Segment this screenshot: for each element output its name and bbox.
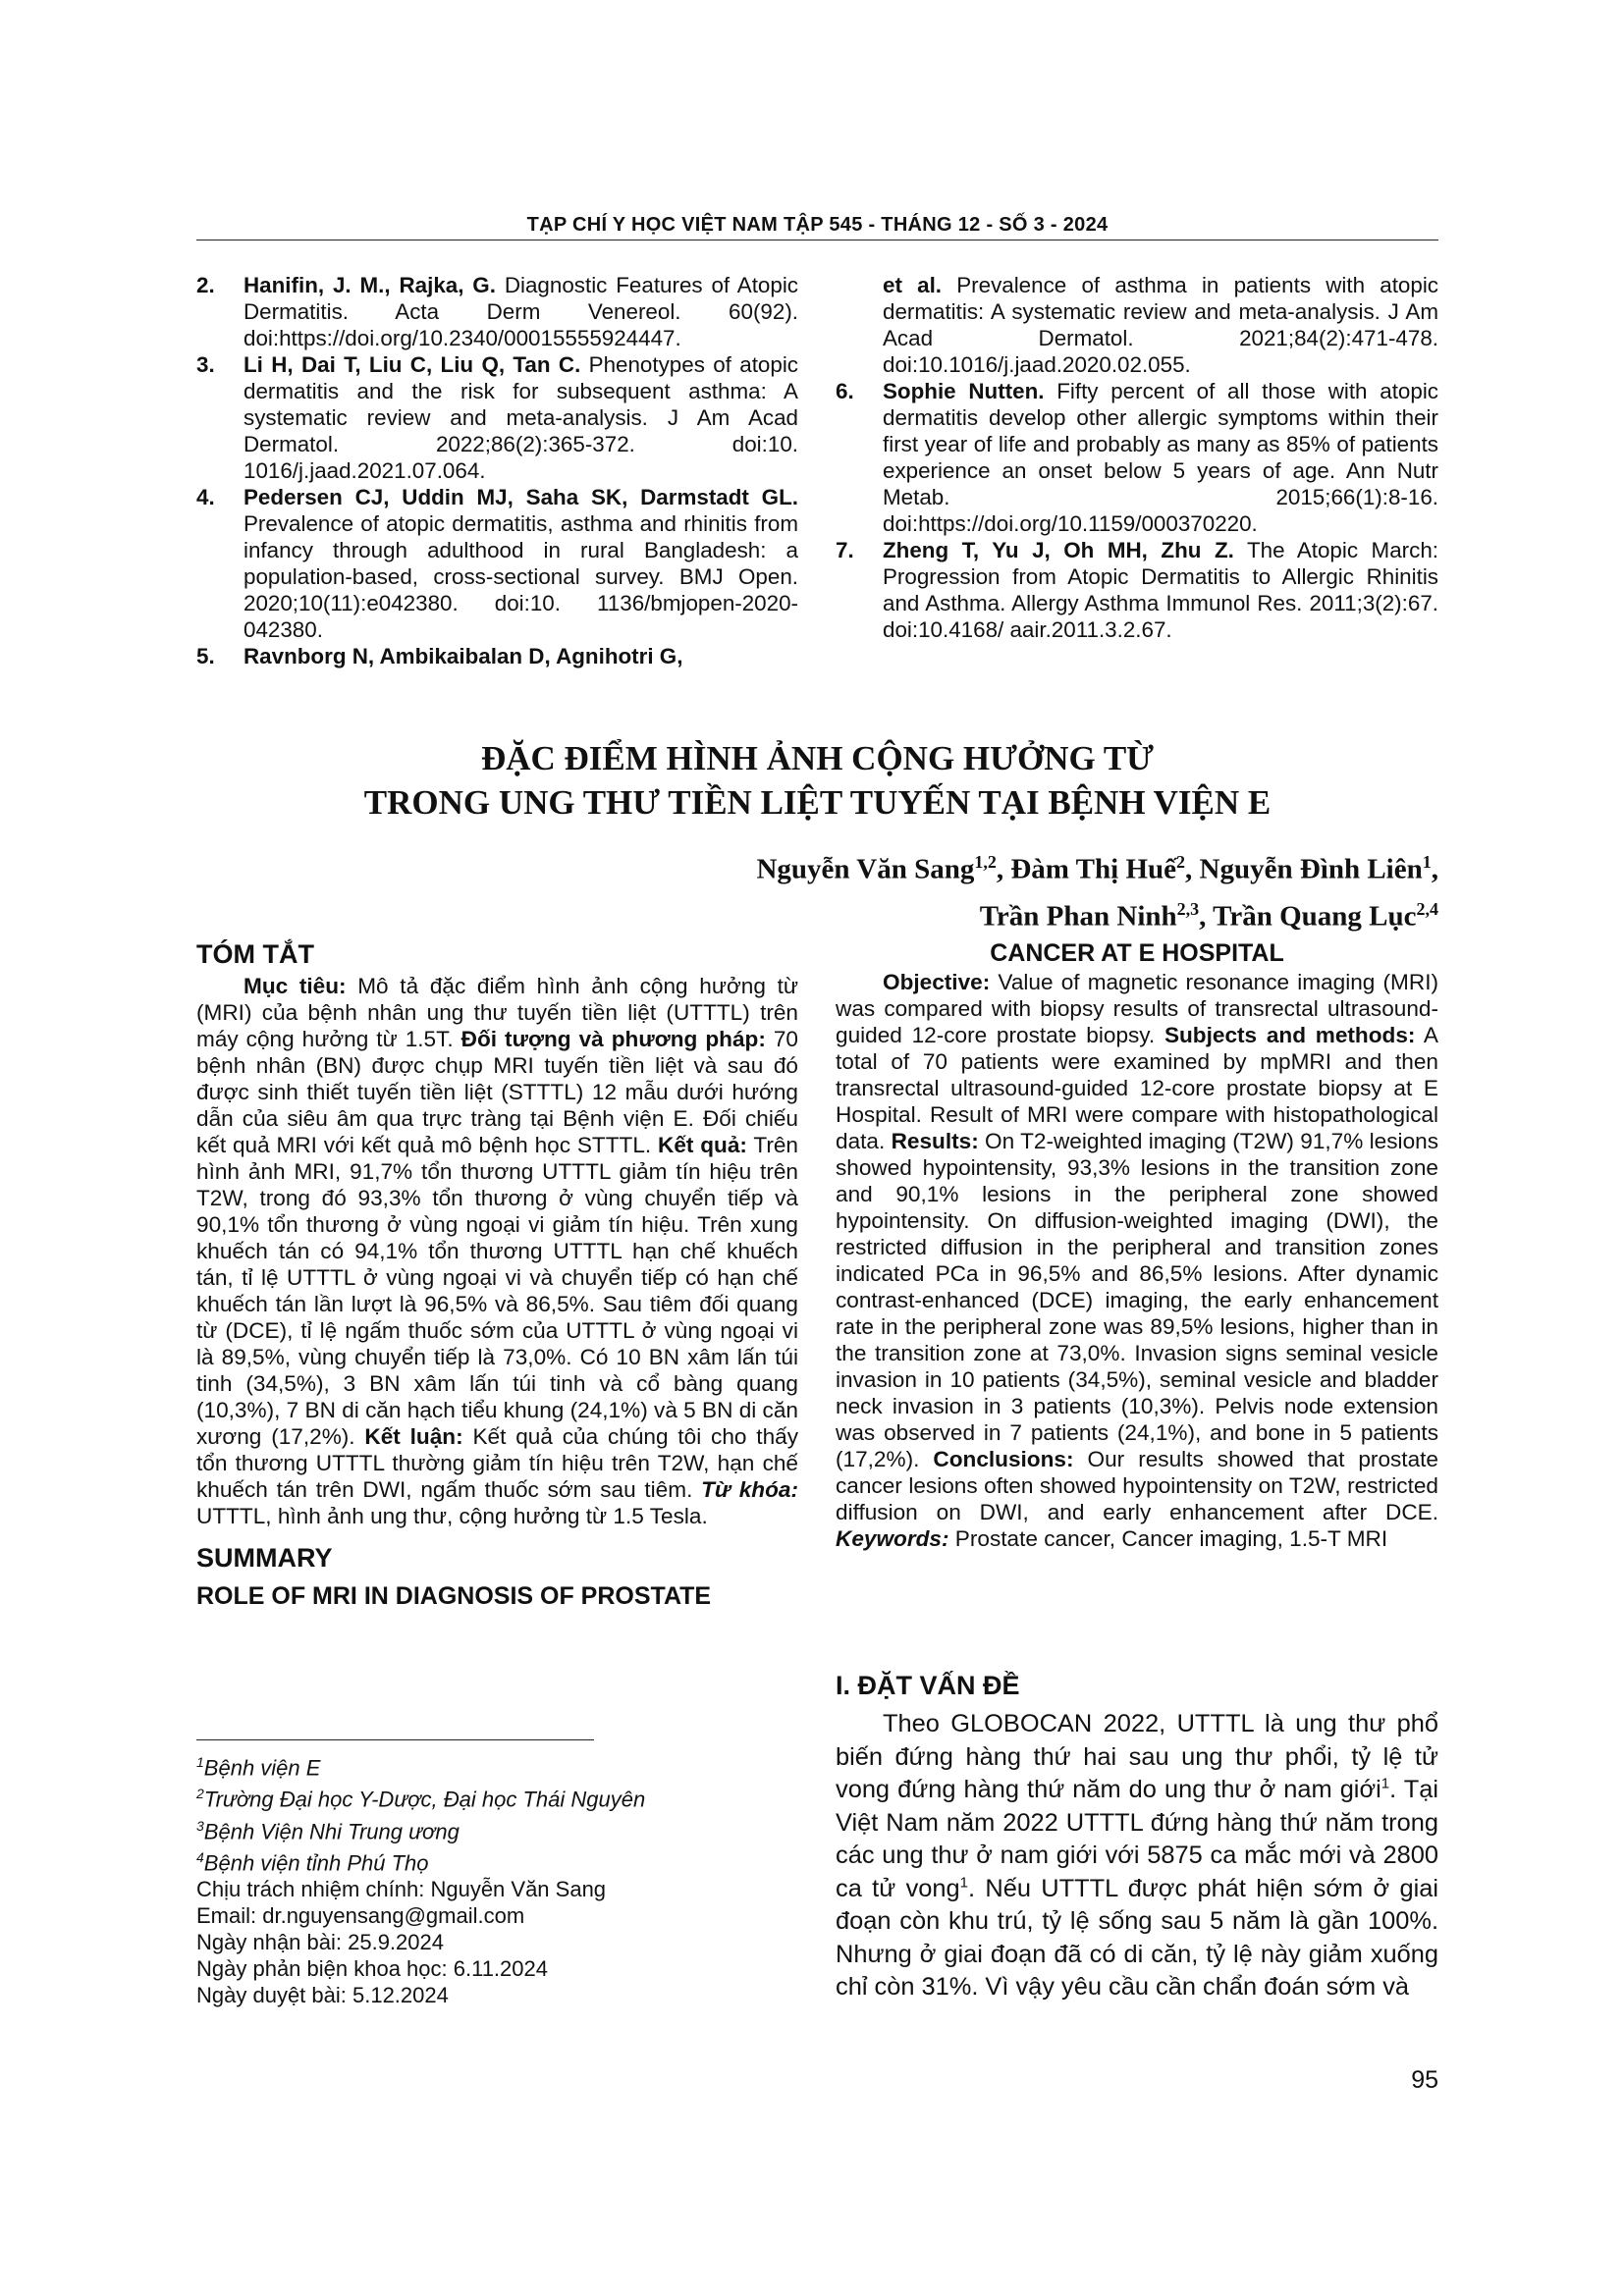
reference-2 (196, 272, 798, 351)
reference-5-continued (836, 272, 1438, 378)
summary-text-part: Our results showed that prostate cancer lesions often showed hypointensity on T2W, restricted diffusion on DWI, and early enhancement after DCE. (836, 1447, 1438, 1524)
corresponding-email: Email: dr.nguyensang@gmail.com (196, 1903, 525, 1929)
author-affiliation: 1 (1422, 852, 1432, 872)
citation-marker: 1 (1380, 1775, 1390, 1792)
abstract-label: Kết luận: (364, 1424, 463, 1449)
reference-number: 4. (196, 485, 215, 509)
abstract-label: Đối tượng và phương pháp: (460, 1027, 766, 1051)
section-1 (836, 1669, 1438, 2004)
affiliation-number: 4 (196, 1848, 204, 1865)
article-title-line-1: ĐẶC ĐIỂM HÌNH ẢNH CỘNG HƯỞNG TỪ (480, 739, 1155, 777)
section-1-text: . Tại Việt Nam năm 2022 UTTTL đứng hàng thứ năm trong các ung thư ở nam giới với 5875 ca mắc mới và 2800 ca tử vong (836, 1776, 1439, 1902)
page-number: 95 (1411, 2066, 1438, 2094)
abstract-text: 70 bệnh nhân (BN) được chụp MRI tuyến tiền liệt và sau đó được sinh thiết tuyến tiền liệt (STTTL) 12 mẫu dưới hướng dẫn của siêu âm qua trực tràng tại Bệnh viện E. Đối chiếu kết quả MRI với kết quả mô bệnh học STTTL. (196, 1027, 798, 1157)
author-name: Đàm Thị Huế (1010, 853, 1177, 885)
reference-number: 2. (196, 273, 215, 297)
reference-text: Prevalence of asthma in patients with atopic dermatitis: A systematic review and meta-analysis. J Am Acad Dermatol. 2021;84(2):471-478. doi:10.1016/j.jaad.2020.02.055. (883, 273, 1438, 377)
reference-authors: Sophie Nutten. (883, 379, 1045, 403)
summary-label: Subjects and methods: (1164, 1023, 1416, 1047)
summary-text-part: Value of magnetic resonance imaging (MRI) was compared with biopsy results of transrectal ultrasound-guided 12-core prostate biopsy. (836, 970, 1438, 1047)
affiliation-number: 1 (196, 1754, 204, 1770)
affiliation-name: Bệnh viện E (203, 1755, 321, 1781)
reference-authors: Ravnborg N, Ambikaibalan D, Agnihotri G, (244, 644, 683, 668)
abstract-text: Kết quả của chúng tôi cho thấy tổn thương UTTTL thường giảm tín hiệu trên T2W, hạn chế khuếch tán trên DWI, ngấm thuốc sớm sau tiêm. (196, 1424, 798, 1502)
summary-keywords-label: Keywords: (836, 1526, 949, 1551)
summary-label: Objective: (883, 970, 991, 994)
affiliation-number: 3 (196, 1817, 204, 1834)
reference-6 (836, 378, 1438, 537)
summary-heading: SUMMARY (196, 1543, 333, 1573)
author-separator: , (1199, 900, 1214, 933)
author-affiliation: 2,4 (1416, 898, 1438, 919)
summary-text-part: On T2-weighted imaging (T2W) 91,7% lesions showed hypointensity, 93,3% lesions in the transition zone and 90,1% lesions in the peripheral zone showed hypointensity. On diffusion-weighted imaging (DWI), the restricted diffusion in the peripheral and transition zones indicated PCa in 96,5% and 86,5% lesions. After dynamic contrast-enhanced (DCE) imaging, the early enhancement rate in the peripheral zone was 89,5% lesions, higher than in the transition zone at 73,0%. Invasion signs seminal vesicle invasion in 10 patients (34,5%), seminal vesicle and bladder neck invasion in 3 patients (10,3%). Pelvis node extension was observed in 7 patients (24,1%), and bone in 5 patients (17,2%). (836, 1129, 1438, 1471)
author-separator: , (1431, 853, 1438, 885)
reference-number: 3. (196, 352, 215, 377)
author-affiliation: 1,2 (974, 852, 997, 872)
article-title (196, 736, 1438, 825)
summary-text-part: A total of 70 patients were examined by mpMRI and then transrectal ultrasound-guided 12-core prostate biopsy at E Hospital. Result of MRI were compare with histopathological data. (836, 1023, 1438, 1153)
author-affiliation: 2 (1176, 852, 1186, 872)
abstract-keywords-label: Từ khóa: (701, 1477, 798, 1502)
affiliation-name: Bệnh viện tỉnh Phú Thọ (203, 1850, 429, 1876)
references-right (836, 272, 1438, 643)
summary-title-part-1: ROLE OF MRI IN DIAGNOSIS OF PROSTATE (196, 1582, 712, 1610)
reference-text: Fifty percent of all those with atopic dermatitis develop other allergic symptoms within their first year of life and probably as many as 85% of patients experience an onset below 5 years of age. Ann Nutr Metab. 2015;66(1):8-16. doi:https://doi.org/10.1159/000370220. (883, 379, 1438, 536)
summary-column-right (836, 937, 1438, 1552)
abstract-label: Mục tiêu: (244, 974, 347, 998)
footnotes (196, 1749, 785, 2008)
footnote-rule (196, 1739, 594, 1740)
author-separator: , (996, 853, 1011, 885)
abstract-keywords: UTTTL, hình ảnh ung thư, cộng hưởng từ 1.5 Tesla. (196, 1504, 708, 1528)
article-authors (756, 842, 1438, 935)
summary-keywords: Prostate cancer, Cancer imaging, 1.5-T MRI (948, 1526, 1388, 1551)
reference-authors: Li H, Dai T, Liu C, Liu Q, Tan C. (244, 352, 581, 377)
reference-number: 7. (836, 538, 854, 562)
affiliation-4 (196, 1844, 785, 1876)
summary-label: Results: (891, 1129, 979, 1153)
abstract-text: Mô tả đặc điểm hình ảnh cộng hưởng từ (MRI) của bệnh nhân ung thư tuyến tiền liệt (UTTTL) trên máy cộng hưởng từ 1.5T. (196, 974, 798, 1051)
reference-number: 5. (196, 644, 215, 668)
reference-number: 6. (836, 379, 854, 403)
affiliation-2 (196, 1781, 785, 1812)
reference-3 (196, 351, 798, 484)
author-name: Trần Quang Lục (1213, 900, 1417, 933)
abstract-text: Trên hình ảnh MRI, 91,7% tổn thương UTTTL giảm tín hiệu trên T2W, trong đó 93,3% tổn thương ở vùng chuyển tiếp và 90,1% tổn thương ở vùng ngoại vi giảm tín hiệu. Trên xung khuếch tán có 94,1% tổn thương UTTTL hạn chế khuếch tán, tỉ lệ UTTTL ở vùng ngoại vi và chuyển tiếp có hạn chế khuếch tán lần lượt là 96,5% và 86,5%. Sau tiêm đối quang từ (DCE), tỉ lệ ngấm thuốc sớm của UTTTL ở vùng ngoại vi là 89,5%, vùng chuyển tiếp là 73,0%. Có 10 BN xâm lấn túi tinh (34,5%), 3 BN xâm lấn túi tinh và cổ bàng quang (10,3%), 7 BN di căn hạch tiểu khung (24,1%) và 5 BN di căn xương (17,2%). (196, 1133, 798, 1449)
date-received: Ngày nhận bài: 25.9.2024 (196, 1930, 444, 1955)
reference-text: Diagnostic Features of Atopic Dermatitis. Acta Derm Venereol. 60(92). doi:https://doi.org/10.2340/00015555924447. (244, 273, 798, 350)
abstract-label: Kết quả: (658, 1133, 747, 1157)
reference-text: Prevalence of atopic dermatitis, asthma and rhinitis from infancy through adulthood in rural Bangladesh: a population-based, cross-sectional survey. BMJ Open. 2020;10(11):e042380. doi:10. 1136/bmjopen-2020-042380. (244, 511, 798, 642)
affiliation-name: Bệnh Viện Nhi Trung ương (203, 1818, 460, 1843)
affiliation-1 (196, 1749, 785, 1781)
summary-label: Conclusions: (933, 1447, 1074, 1471)
citation-marker: 1 (959, 1874, 968, 1892)
reference-authors: Zheng T, Yu J, Oh MH, Zhu Z. (883, 538, 1234, 562)
author-separator: , (1185, 853, 1200, 885)
date-reviewed: Ngày phản biện khoa học: 6.11.2024 (196, 1956, 548, 1982)
authors-line-2 (756, 889, 1438, 936)
affiliation-name: Trường Đại học Y-Dược, Đại học Thái Nguyên (203, 1787, 646, 1812)
author-name: Nguyễn Văn Sang (756, 853, 975, 885)
reference-authors: Hanifin, J. M., Rajka, G. (244, 273, 496, 297)
abstract-vi-text (196, 973, 798, 1529)
reference-authors: Pedersen CJ, Uddin MJ, Saha SK, Darmstadt GL. (244, 485, 798, 509)
section-1-paragraph (836, 1708, 1438, 2004)
author-name: Trần Phan Ninh (979, 900, 1177, 933)
authors-line-1 (756, 842, 1438, 889)
article-title-line-2: TRONG UNG THƯ TIỀN LIỆT TUYẾN TẠI BỆNH VIỆN E (363, 783, 1272, 822)
abstract-heading: TÓM TẮT (196, 939, 314, 969)
reference-text: Phenotypes of atopic dermatitis and the risk for subsequent asthma: A systematic review and meta-analysis. J Am Acad Dermatol. 2022;86(2):365-372. doi:10. 1016/j.jaad.2021.07.064. (244, 352, 798, 483)
date-accepted: Ngày duyệt bài: 5.12.2024 (196, 1983, 449, 2008)
affiliation-3 (196, 1813, 785, 1844)
reference-5 (196, 643, 798, 669)
author-name: Nguyễn Đình Liên (1199, 853, 1423, 885)
reference-7 (836, 537, 1438, 643)
reference-4 (196, 484, 798, 643)
journal-header: TẠP CHÍ Y HỌC VIỆT NAM TẬP 545 - THÁNG 12 - SỐ 3 - 2024 (526, 214, 1109, 236)
summary-text (836, 969, 1438, 1552)
section-1-text: . Nếu UTTTL được phát hiện sớm ở giai đoạn còn khu trú, tỷ lệ sống sau 5 năm là gần 100%. Nhưng ở giai đoạn đã có di căn, tỷ lệ này giảm xuống chỉ còn 31%. Vì vậy yêu cầu cần chẩn đoán sớm và (836, 1874, 1438, 2001)
affiliation-number: 2 (196, 1786, 204, 1802)
reference-text: The Atopic March: Progression from Atopic Dermatitis to Allergic Rhinitis and Asthma. Allergy Asthma Immunol Res. 2011;3(2):67. doi:10.4168/ aair.2011.3.2.67. (883, 538, 1438, 642)
references-left (196, 272, 798, 669)
summary-title-part-2: CANCER AT E HOSPITAL (990, 939, 1284, 967)
reference-authors: et al. (883, 273, 943, 297)
author-affiliation: 2,3 (1176, 898, 1200, 919)
section-1-text: Theo GLOBOCAN 2022, UTTTL là ung thư phổ biến đứng hàng thứ hai sau ung thư phổi, tỷ lệ tử vong đứng hàng thứ năm do ung thư ở nam giới (836, 1710, 1438, 1803)
abstract-column-left (196, 937, 798, 1612)
section-1-heading: I. ĐẶT VẤN ĐỀ (836, 1671, 1020, 1700)
corresponding-author: Chịu trách nhiệm chính: Nguyễn Văn Sang (196, 1877, 607, 1902)
